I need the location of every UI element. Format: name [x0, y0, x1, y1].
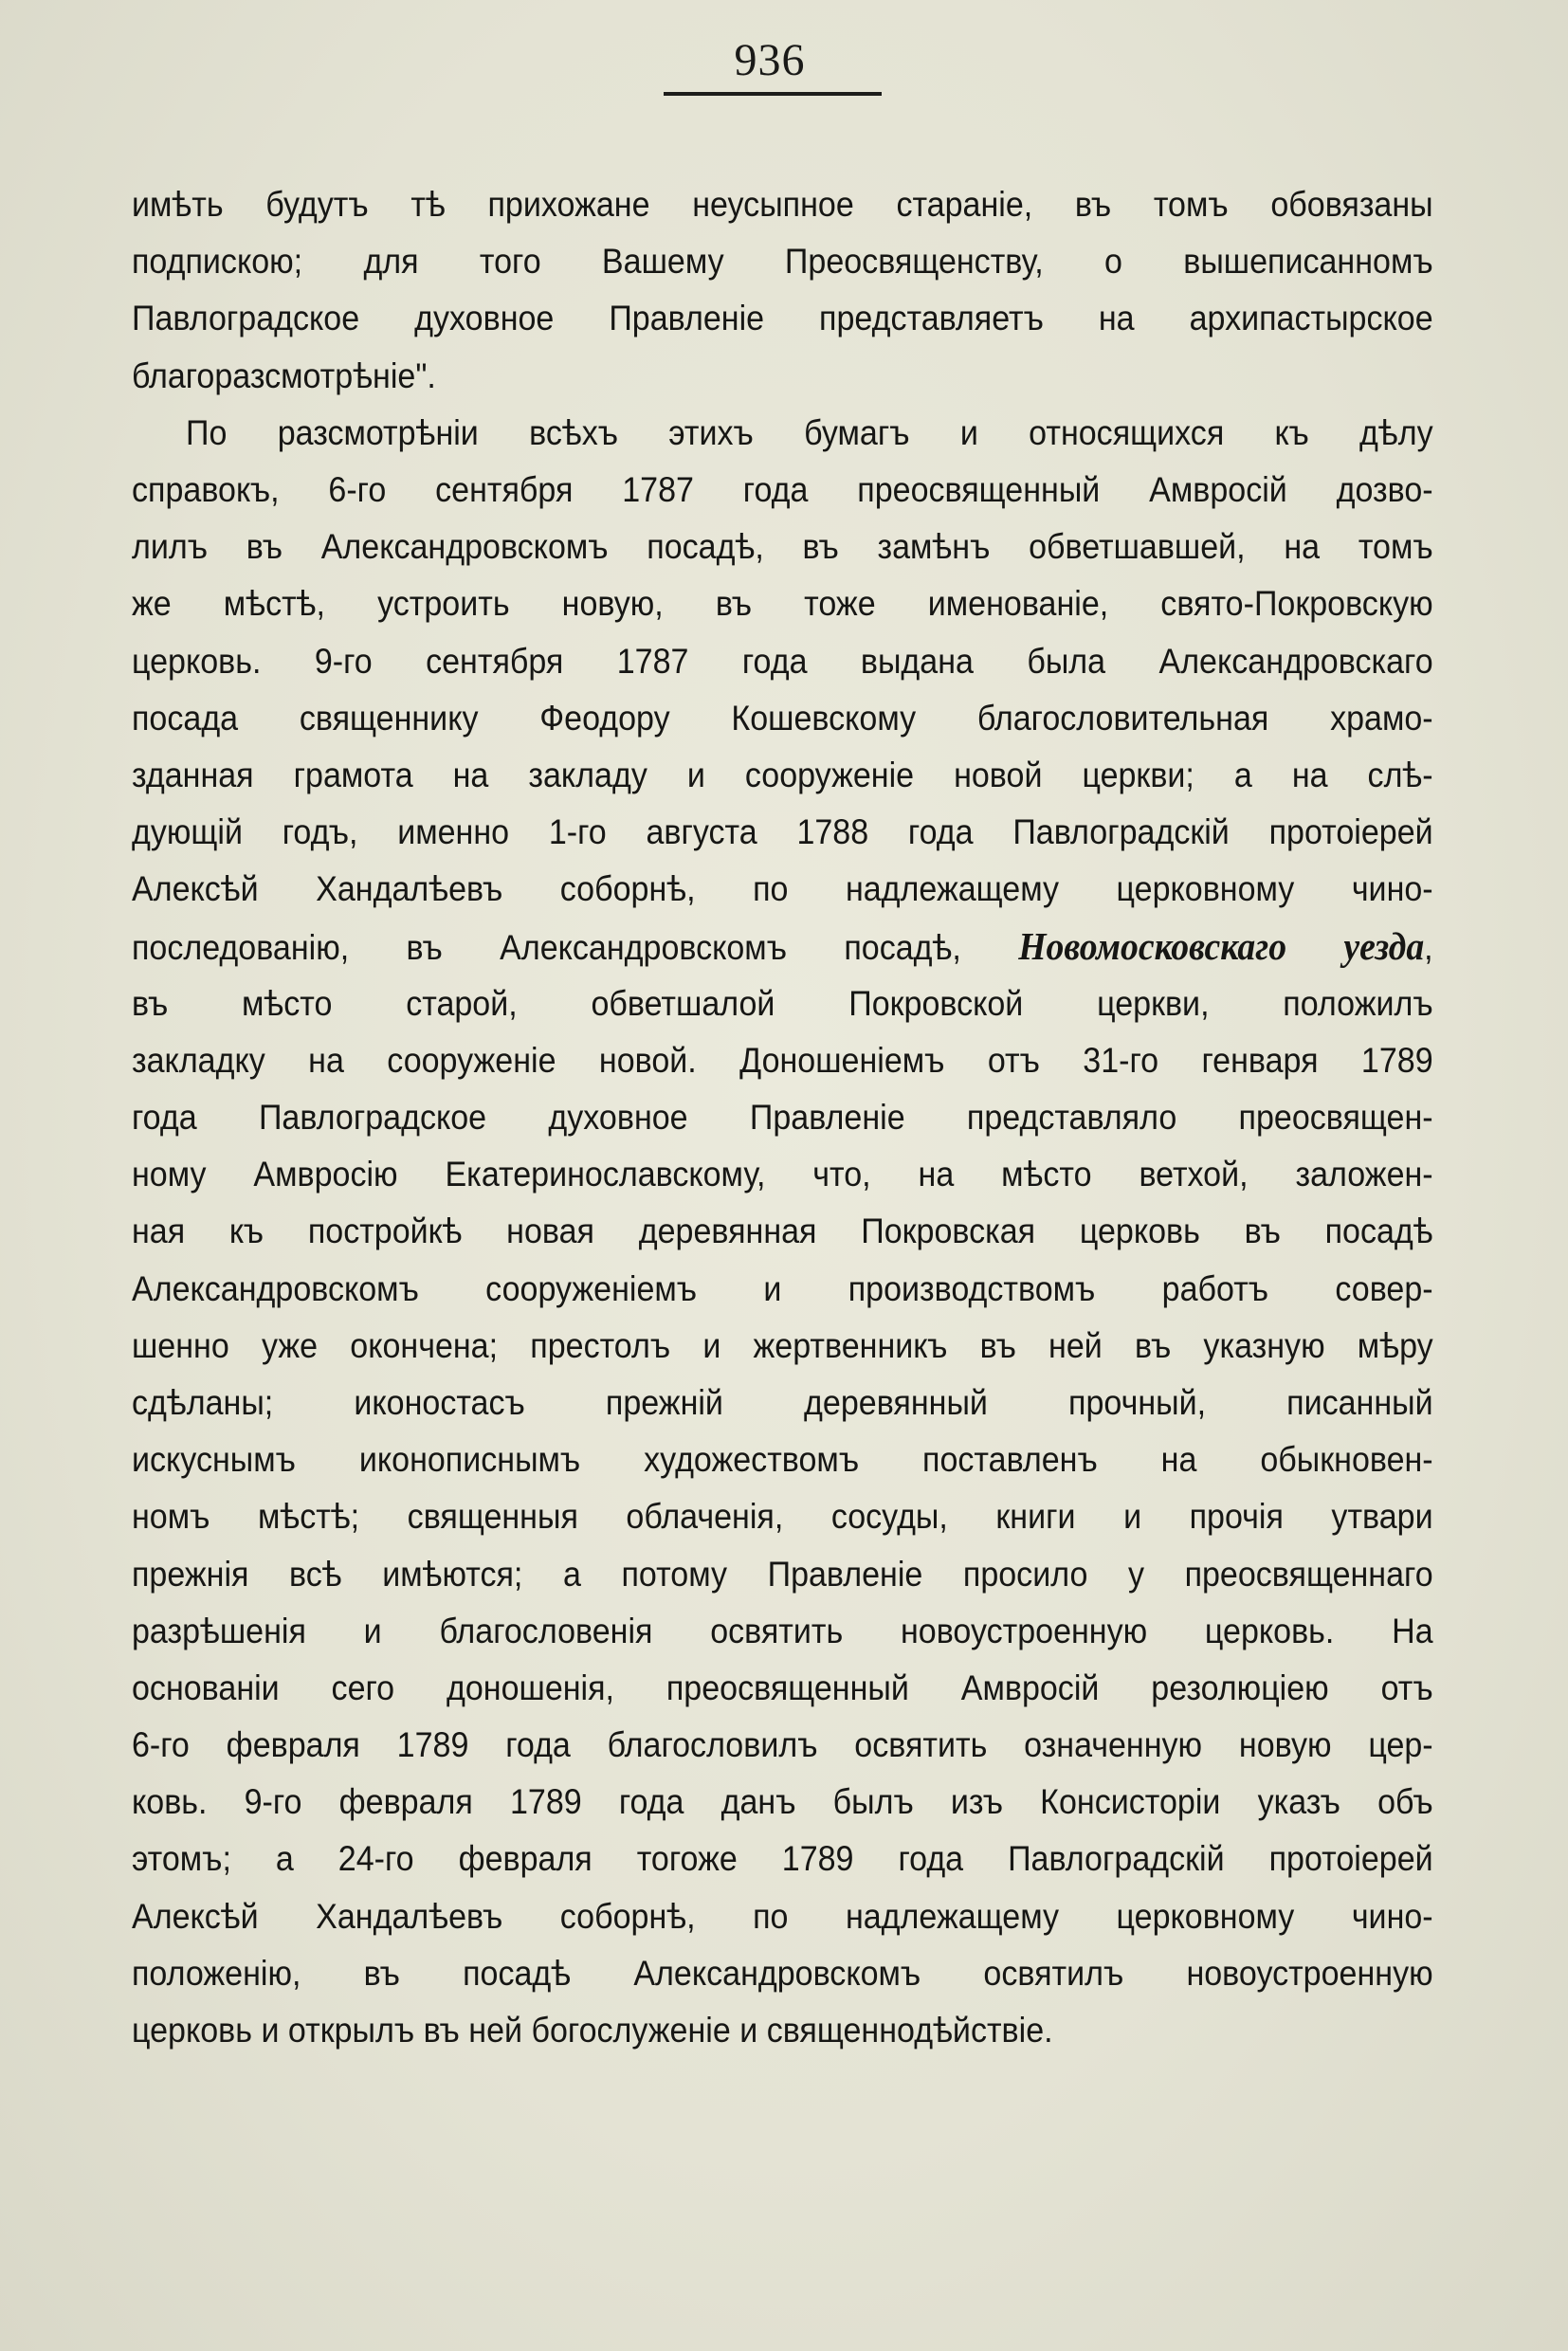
text-line-with-emphasis: [132, 918, 1433, 975]
text-line: имѣть будутъ тѣ прихожане неусыпное стараніе, въ томъ обовязаны: [132, 185, 1433, 224]
text-line: справокъ, 6-го сентября 1787 года преосвященный Амвросій дозво-: [132, 469, 1433, 509]
text-line: 6-го февраля 1789 года благословилъ освятить означенную новую цер-: [132, 1725, 1433, 1765]
page-number: 936: [734, 35, 806, 85]
text-line: Алексѣй Хандалѣевъ соборнѣ, по надлежащему церковному чино-: [132, 1896, 1433, 1936]
text-line: дующій годъ, именно 1-го августа 1788 года Павлоградскій протоіерей: [132, 812, 1433, 852]
text-line: ная къ постройкѣ новая деревянная Покровская церковь въ посадѣ: [132, 1212, 1433, 1251]
text-line: основаніи сего доношенія, преосвященный Амвросій резолюціею отъ: [132, 1668, 1433, 1707]
text-line: же мѣстѣ, устроить новую, въ тоже именованіе, свято-Покровскую: [132, 584, 1433, 624]
emphasized-place-name: Новомосковскаго уезда: [1018, 924, 1425, 969]
text-line: церковь. 9-го сентября 1787 года выдана была Александровскаго: [132, 641, 1433, 681]
text-line: благоразсмотрѣніе".: [132, 355, 436, 395]
text-line: лилъ въ Александровскомъ посадѣ, въ замѣнъ обветшавшей, на томъ: [132, 527, 1433, 567]
text-line: года Павлоградское духовное Правленіе представляло преосвящен-: [132, 1098, 1433, 1137]
text-line: въ мѣсто старой, обветшалой Покровской церкви, положилъ: [132, 983, 1433, 1023]
text-line: церковь и открылъ въ ней богослуженіе и священнодѣйствіе.: [132, 2011, 1053, 2050]
page-number-rule: [664, 92, 882, 96]
text-line: номъ мѣстѣ; священныя облаченія, сосуды, книги и прочія утвари: [132, 1497, 1433, 1537]
text-line: прежнія всѣ имѣются; а потому Правленіе просило у преосвященнаго: [132, 1554, 1433, 1594]
text-line: разрѣшенія и благословенія освятить новоустроенную церковь. На: [132, 1611, 1433, 1650]
text-line: положенію, въ посадѣ Александровскомъ освятилъ новоустроенную: [132, 1953, 1433, 1993]
text-line: По разсмотрѣніи всѣхъ этихъ бумагъ и относящихся къ дѣлу: [186, 412, 1433, 452]
text-line: искуснымъ иконописнымъ художествомъ поставленъ на обыкновен-: [132, 1440, 1433, 1480]
body-text: [132, 176, 1433, 2059]
text-line: Александровскомъ сооруженіемъ и производствомъ работъ совер-: [132, 1268, 1433, 1308]
text-line: зданная грамота на закладу и сооруженіе новой церкви; а на слѣ-: [132, 755, 1433, 794]
text-line: ковь. 9-го февраля 1789 года данъ былъ изъ Консисторіи указъ объ: [132, 1782, 1433, 1822]
text-line: шенно уже окончена; престолъ и жертвенникъ въ ней въ указную мѣру: [132, 1325, 1433, 1365]
text-line: закладку на сооруженіе новой. Доношеніемъ отъ 31-го генваря 1789: [132, 1040, 1433, 1080]
text-line: Алексѣй Хандалѣевъ соборнѣ, по надлежащему церковному чино-: [132, 869, 1433, 909]
text-line: этомъ; а 24-го февраля тогоже 1789 года Павлоградскій протоіерей: [132, 1839, 1433, 1879]
text-line: сдѣланы; иконостасъ прежній деревянный прочный, писанный: [132, 1382, 1433, 1422]
text-line: ному Амвросію Екатеринославскому, что, на мѣсто ветхой, заложен-: [132, 1155, 1433, 1194]
text-segment: ,: [1424, 928, 1433, 968]
text-segment: последованію, въ Александровскомъ посадѣ,: [132, 928, 1019, 968]
text-line: Павлоградское духовное Правленіе представляетъ на архипастырское: [132, 299, 1433, 338]
text-line: подпискою; для того Вашему Преосвященству, о вышеписанномъ: [132, 242, 1433, 282]
text-line: посада священнику Феодору Кошевскому благословительная храмо-: [132, 698, 1433, 738]
